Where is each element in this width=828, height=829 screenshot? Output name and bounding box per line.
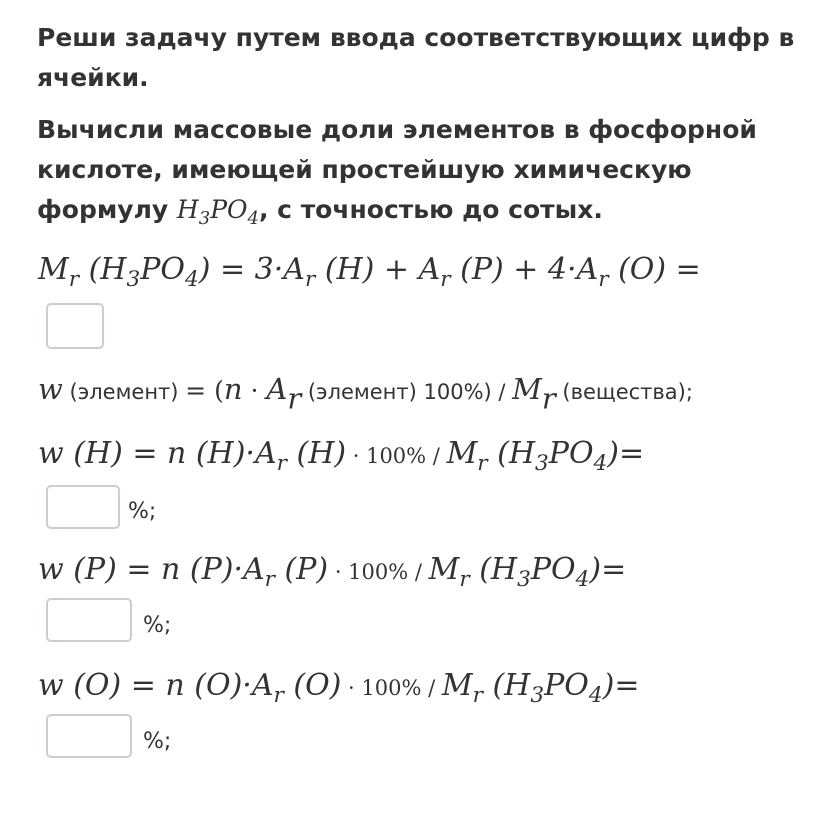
w-p-m-sub: r (459, 566, 470, 592)
w-h-mid: (H) (286, 436, 347, 471)
w-o-sub: r (273, 682, 284, 708)
w-o-po: PO (544, 668, 589, 703)
mr-equation (38, 252, 701, 292)
mr-sub3: 3 (126, 266, 141, 292)
w-h-pct: · 100% / (346, 444, 447, 468)
w-h-m: M (446, 436, 478, 471)
w-o-m: M (441, 668, 473, 703)
w-o-mid: (O) (283, 668, 342, 703)
w-p-m: M (428, 552, 460, 587)
formula-sub-4: 4 (247, 207, 259, 229)
w-o-equation (38, 668, 640, 708)
def-a: A (266, 372, 288, 406)
w-h-sub4: 4 (593, 450, 608, 476)
mr-answer-input[interactable] (46, 303, 104, 349)
mr-symbol: M (38, 252, 69, 287)
def-n: n (223, 372, 243, 406)
mr-sub: r (68, 266, 80, 292)
w-o-sub4: 4 (588, 682, 603, 708)
w-p-mid: (P) (275, 552, 329, 587)
w-h-po: PO (548, 436, 594, 471)
w-o-pct: · 100% / (341, 676, 442, 700)
w-p-po: PO (530, 552, 576, 587)
mr-sub4: 4 (184, 266, 199, 292)
w-p-formula-close: )= (589, 552, 627, 587)
def-element-label: (элемент) (62, 380, 186, 404)
def-eq-open: = ( (185, 376, 224, 405)
w-o-sub3: 3 (530, 682, 545, 708)
mr-rhs-sub3: r (598, 266, 609, 292)
mr-po: PO (140, 252, 185, 287)
formula-po: PO (210, 195, 248, 224)
w-p-answer-input[interactable] (46, 598, 132, 642)
mr-open: (H (79, 252, 127, 287)
problem-statement (37, 110, 797, 230)
w-p-unit: %; (143, 613, 172, 638)
w-p-sub4: 4 (575, 566, 590, 592)
mr-rhs-p: (P) + 4·A (450, 252, 599, 287)
instruction-text: Реши задачу путем ввода соответствующих цифр в ячейки. (37, 23, 795, 92)
w-o-lhs: w (O) = n (O)·A (38, 668, 274, 703)
mass-fraction-definition (38, 372, 693, 416)
def-substance-label: (вещества); (555, 380, 693, 404)
mr-rhs-sub1: r (304, 266, 316, 292)
mr-rhs-o: (O) = (608, 252, 701, 287)
def-dot: · (242, 376, 267, 405)
w-h-unit: %; (128, 499, 157, 524)
formula-h: H (176, 195, 199, 224)
w-o-formula-open: (H (482, 668, 531, 703)
mr-rhs-h: (H) + A (315, 252, 441, 287)
problem-prefix: Вычисли массовые доли элементов в фосфорной кислоте, имеющей простейшую химическую формулу (37, 115, 757, 224)
w-h-formula-close: )= (607, 436, 645, 471)
w-p-lhs: w (P) = n (P)·A (38, 552, 265, 587)
w-o-answer-input[interactable] (46, 714, 132, 758)
w-p-sub3: 3 (517, 566, 531, 592)
mr-close: ) (198, 252, 211, 287)
w-p-equation (38, 552, 627, 592)
problem-suffix: , с точностью до сотых. (258, 195, 603, 224)
def-m: M (512, 372, 542, 406)
w-p-formula-open: (H (469, 552, 518, 587)
def-element-label-2: (элемент) 100%) / (301, 380, 513, 404)
def-m-sub: r (541, 381, 556, 416)
w-h-answer-input[interactable] (46, 485, 120, 529)
w-o-m-sub: r (472, 682, 483, 708)
formula-h3po4 (176, 195, 259, 229)
w-h-formula-open: (H (487, 436, 536, 471)
w-h-m-sub: r (477, 450, 488, 476)
mr-rhs-1: = 3·A (210, 252, 305, 287)
def-w: w (38, 372, 63, 406)
w-h-sub: r (276, 450, 287, 476)
w-o-unit: %; (143, 729, 172, 754)
formula-sub-3: 3 (198, 207, 211, 229)
task-instruction (37, 18, 797, 98)
mr-rhs-sub2: r (440, 266, 451, 292)
w-h-equation (38, 436, 645, 476)
w-h-sub3: 3 (535, 450, 549, 476)
w-p-sub: r (264, 566, 275, 592)
def-a-sub: r (287, 381, 302, 416)
w-p-pct: · 100% / (328, 560, 429, 584)
w-o-formula-close: )= (602, 668, 640, 703)
w-h-lhs: w (H) = n (H)·A (38, 436, 277, 471)
